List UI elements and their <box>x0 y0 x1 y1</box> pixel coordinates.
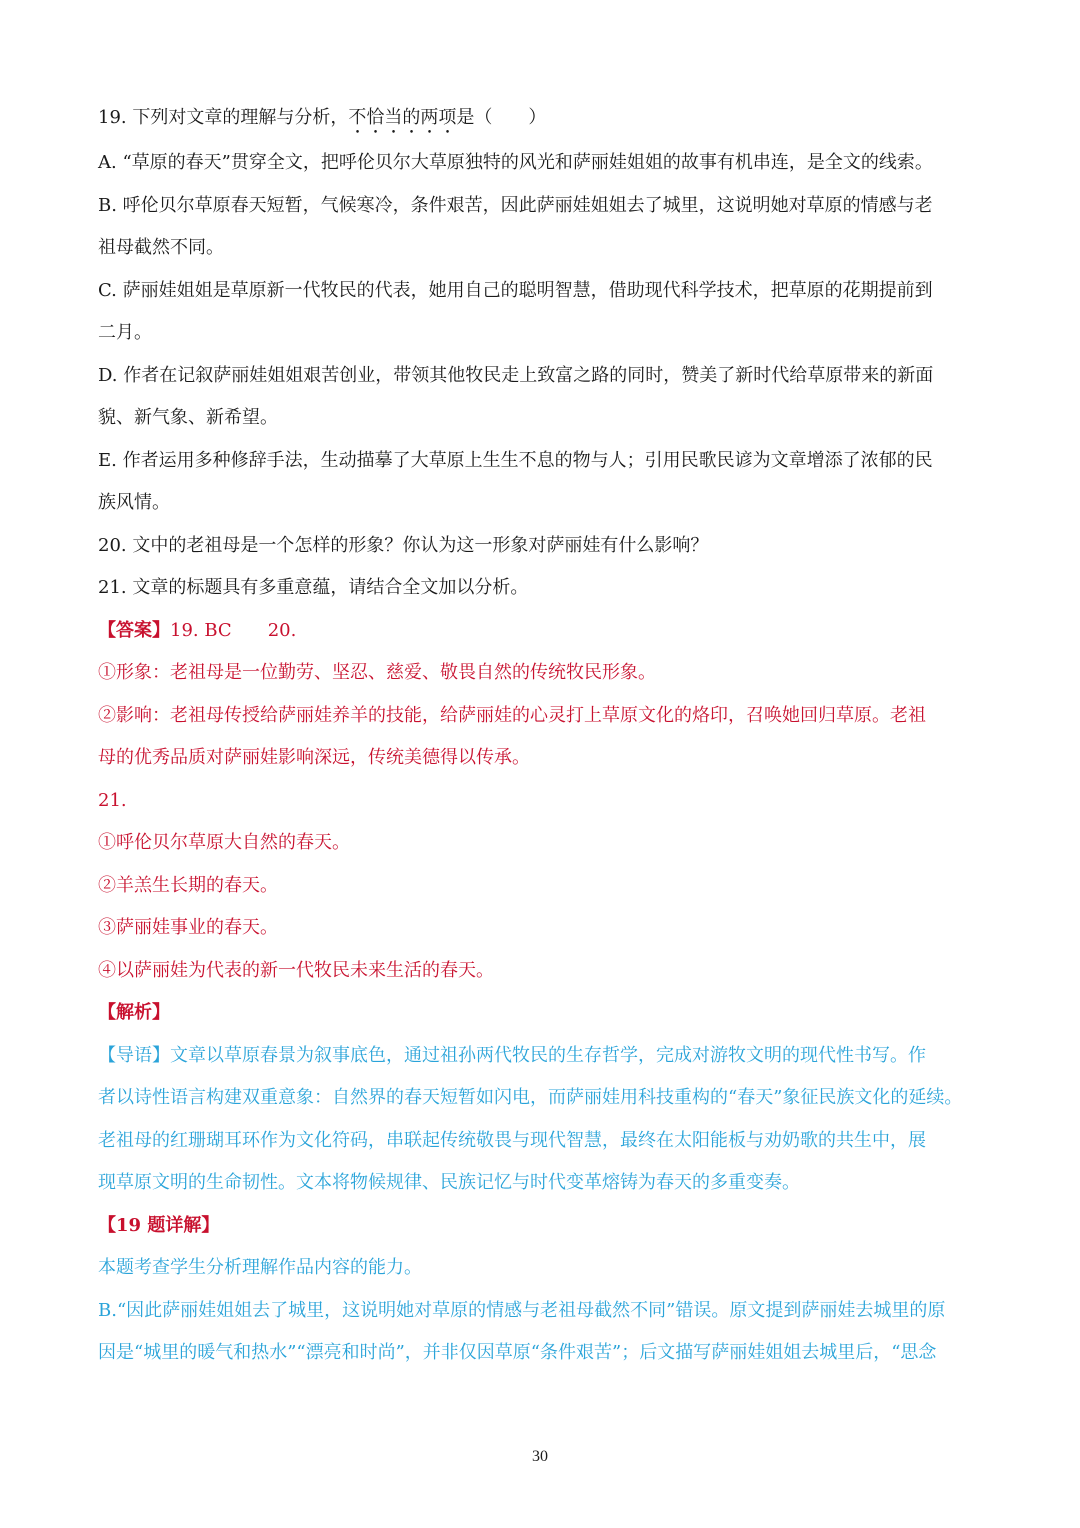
question-19-stem-emphasis: 不恰当的两项 <box>348 107 457 128</box>
guide-line-1 <box>98 1043 984 1069</box>
option-c-line-2: 二月。 <box>98 322 152 343</box>
detail-19-label: 【19 题详解】 <box>98 1215 220 1236</box>
option-b-line-1: B. 呼伦贝尔草原春天短暂，气候寒冷，条件艰苦，因此萨丽娃姐姐去了城里，这说明她对草原的情感与老 <box>98 195 933 216</box>
option-d-line-1: D. 作者在记叙萨丽娃姐姐艰苦创业，带领其他牧民走上致富之路的同时，赞美了新时代给草原带来的新面 <box>98 365 934 386</box>
question-21: 21. 文章的标题具有多重意蕴，请结合全文加以分析。 <box>98 577 529 598</box>
guide-line-2: 者以诗性语言构建双重意象：自然界的春天短暂如闪电，而萨丽娃用科技重构的“春天”象征民族文化的延续。 <box>98 1087 963 1108</box>
guide-line-4: 现草原文明的生命韧性。文本将物候规律、民族记忆与时代变革熔铸为春天的多重变奏。 <box>98 1172 800 1193</box>
option-e-line-1: E. 作者运用多种修辞手法，生动描摹了大草原上生生不息的物与人；引用民歌民谚为文章增添了浓郁的民 <box>98 450 933 471</box>
answer-19: 19. BC <box>170 620 232 641</box>
guide-line-3: 老祖母的红珊瑚耳环作为文化符码，串联起传统敬畏与现代智慧，最终在太阳能板与劝奶歌的共生中，展 <box>98 1130 926 1151</box>
analysis-label: 【解析】 <box>98 1002 170 1023</box>
option-e-line-2: 族风情。 <box>98 492 170 513</box>
answer-21-number: 21. <box>98 790 127 811</box>
answer-20-number: 20. <box>267 620 297 641</box>
option-a: A. “草原的春天”贯穿全文，把呼伦贝尔大草原独特的风光和萨丽娃姐姐的故事有机串连，是全文的线索。 <box>98 152 933 173</box>
detail-19-line-3: 因是“城里的暖气和热水”“漂亮和时尚”，并非仅因草原“条件艰苦”；后文描写萨丽娃姐姐去城里后，“思念 <box>98 1342 937 1363</box>
answer-20-influence-line-2: 母的优秀品质对萨丽娃影响深远，传统美德得以传承。 <box>98 747 530 768</box>
question-20: 20. 文中的老祖母是一个怎样的形象？你认为这一形象对萨丽娃有什么影响？ <box>98 535 709 556</box>
question-19-stem <box>98 105 984 138</box>
answer-label: 【答案】 <box>98 620 170 641</box>
guide-text-1: 文章以草原春景为叙事底色，通过祖孙两代牧民的生存哲学，完成对游牧文明的现代性书写。作 <box>170 1045 926 1066</box>
option-c-line-1: C. 萨丽娃姐姐是草原新一代牧民的代表，她用自己的聪明智慧，借助现代科学技术，把草原的花期提前到 <box>98 280 933 301</box>
detail-19-line-2: B.“因此萨丽娃姐姐去了城里，这说明她对草原的情感与老祖母截然不同”错误。原文提到萨丽娃去城里的原 <box>98 1300 946 1321</box>
question-19-stem-pre: 19. 下列对文章的理解与分析， <box>98 107 349 128</box>
answer-21-point-3: ③萨丽娃事业的春天。 <box>98 917 278 938</box>
guide-label: 【导语】 <box>98 1045 170 1066</box>
answer-21-point-2: ②羊羔生长期的春天。 <box>98 875 278 896</box>
answer-20-image: ①形象：老祖母是一位勤劳、坚忍、慈爱、敬畏自然的传统牧民形象。 <box>98 662 656 683</box>
option-b-line-2: 祖母截然不同。 <box>98 237 224 258</box>
answer-header <box>98 618 984 644</box>
detail-19-line-1: 本题考查学生分析理解作品内容的能力。 <box>98 1257 422 1278</box>
answer-21-point-4: ④以萨丽娃为代表的新一代牧民未来生活的春天。 <box>98 960 494 981</box>
option-d-line-2: 貌、新气象、新希望。 <box>98 407 278 428</box>
page-number: 30 <box>532 1448 548 1465</box>
answer-21-point-1: ①呼伦贝尔草原大自然的春天。 <box>98 832 350 853</box>
answer-20-influence-line-1: ②影响：老祖母传授给萨丽娃养羊的技能，给萨丽娃的心灵打上草原文化的烙印，召唤她回归草原。老祖 <box>98 705 926 726</box>
question-19-stem-post: 是（ ） <box>456 107 547 128</box>
